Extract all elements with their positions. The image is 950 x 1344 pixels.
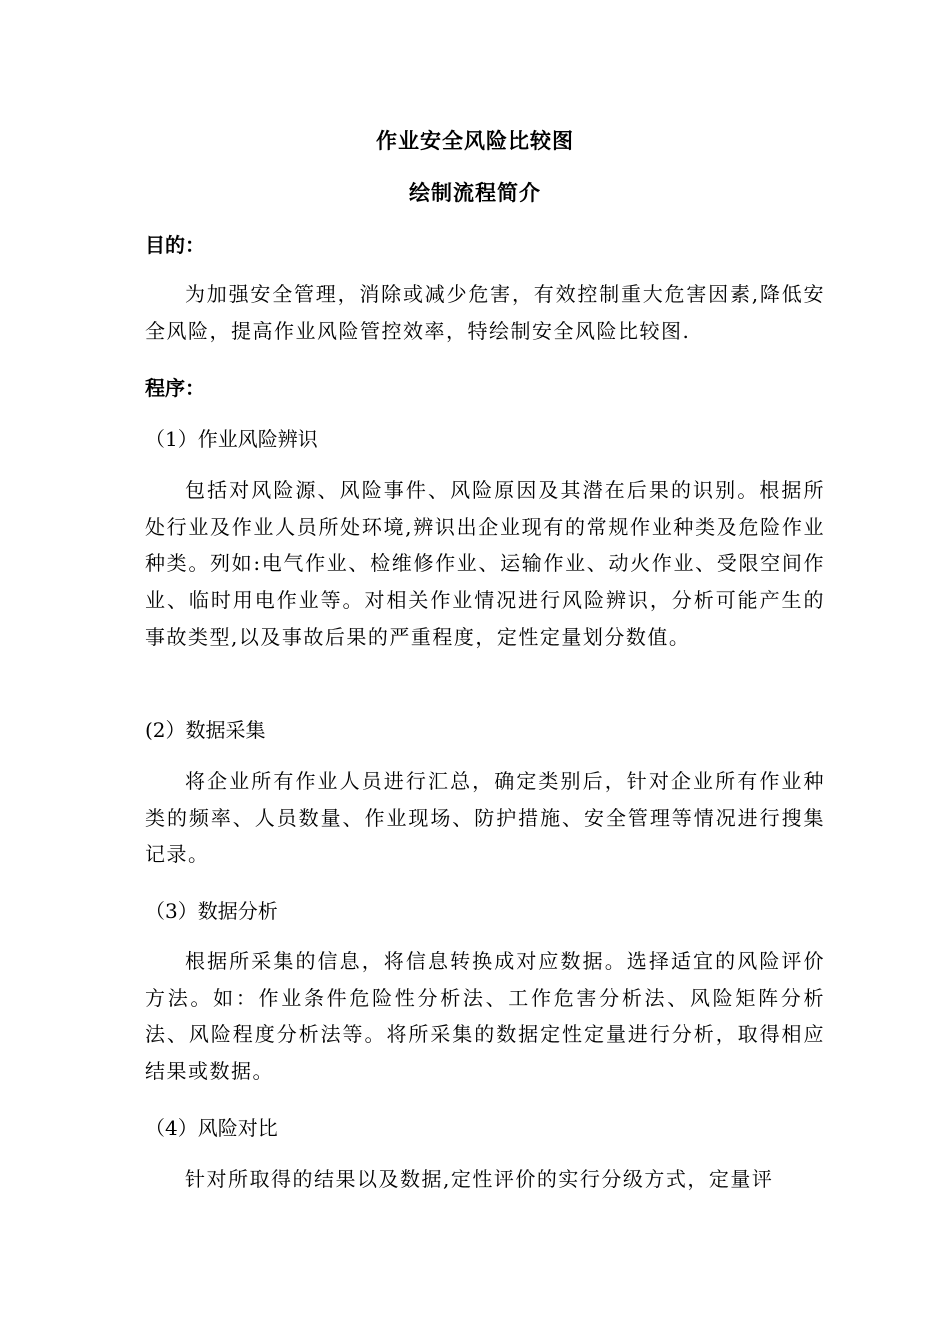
step2-title: (2）数据采集: [145, 718, 266, 742]
step3-paragraph: 根据所采集的信息，将信息转换成对应数据。选择适宜的风险评价方法。如：作业条件危险性分析法、工作危害分析法、风险矩阵分析法、风险程度分析法等。将所采集的数据定性定量进行分析，取得相应结果或数据。: [145, 949, 825, 1084]
document-subtitle: 绘制流程简介: [409, 180, 541, 205]
step3-title: （3）数据分析: [145, 899, 278, 923]
procedure-heading: 程序：: [145, 376, 205, 400]
step1-title: （1）作业风险辨识: [145, 427, 318, 451]
purpose-heading: 目的：: [145, 233, 205, 257]
step2-paragraph: 将企业所有作业人员进行汇总，确定类别后，针对企业所有作业种类的频率、人员数量、作业现场、防护措施、安全管理等情况进行搜集记录。: [145, 769, 825, 867]
step4-paragraph: 针对所取得的结果以及数据,定性评价的实行分级方式，定量评: [185, 1167, 774, 1191]
step4-title: （4）风险对比: [145, 1116, 278, 1140]
purpose-paragraph: 为加强安全管理，消除或减少危害，有效控制重大危害因素,降低安全风险，提高作业风险管控效率，特绘制安全风险比较图.: [145, 282, 825, 343]
document-title: 作业安全风险比较图: [376, 128, 574, 153]
step1-paragraph: 包括对风险源、风险事件、风险原因及其潜在后果的识别。根据所处行业及作业人员所处环境,辨识出企业现有的常规作业种类及危险作业种类。列如:电气作业、检维修作业、运输作业、动火作业、受限空间作业、临时用电作业等。对相关作业情况进行风险辨识，分析可能产生的事故类型,以及事故后果的严重程度，定性定量划分数值。: [145, 478, 825, 649]
